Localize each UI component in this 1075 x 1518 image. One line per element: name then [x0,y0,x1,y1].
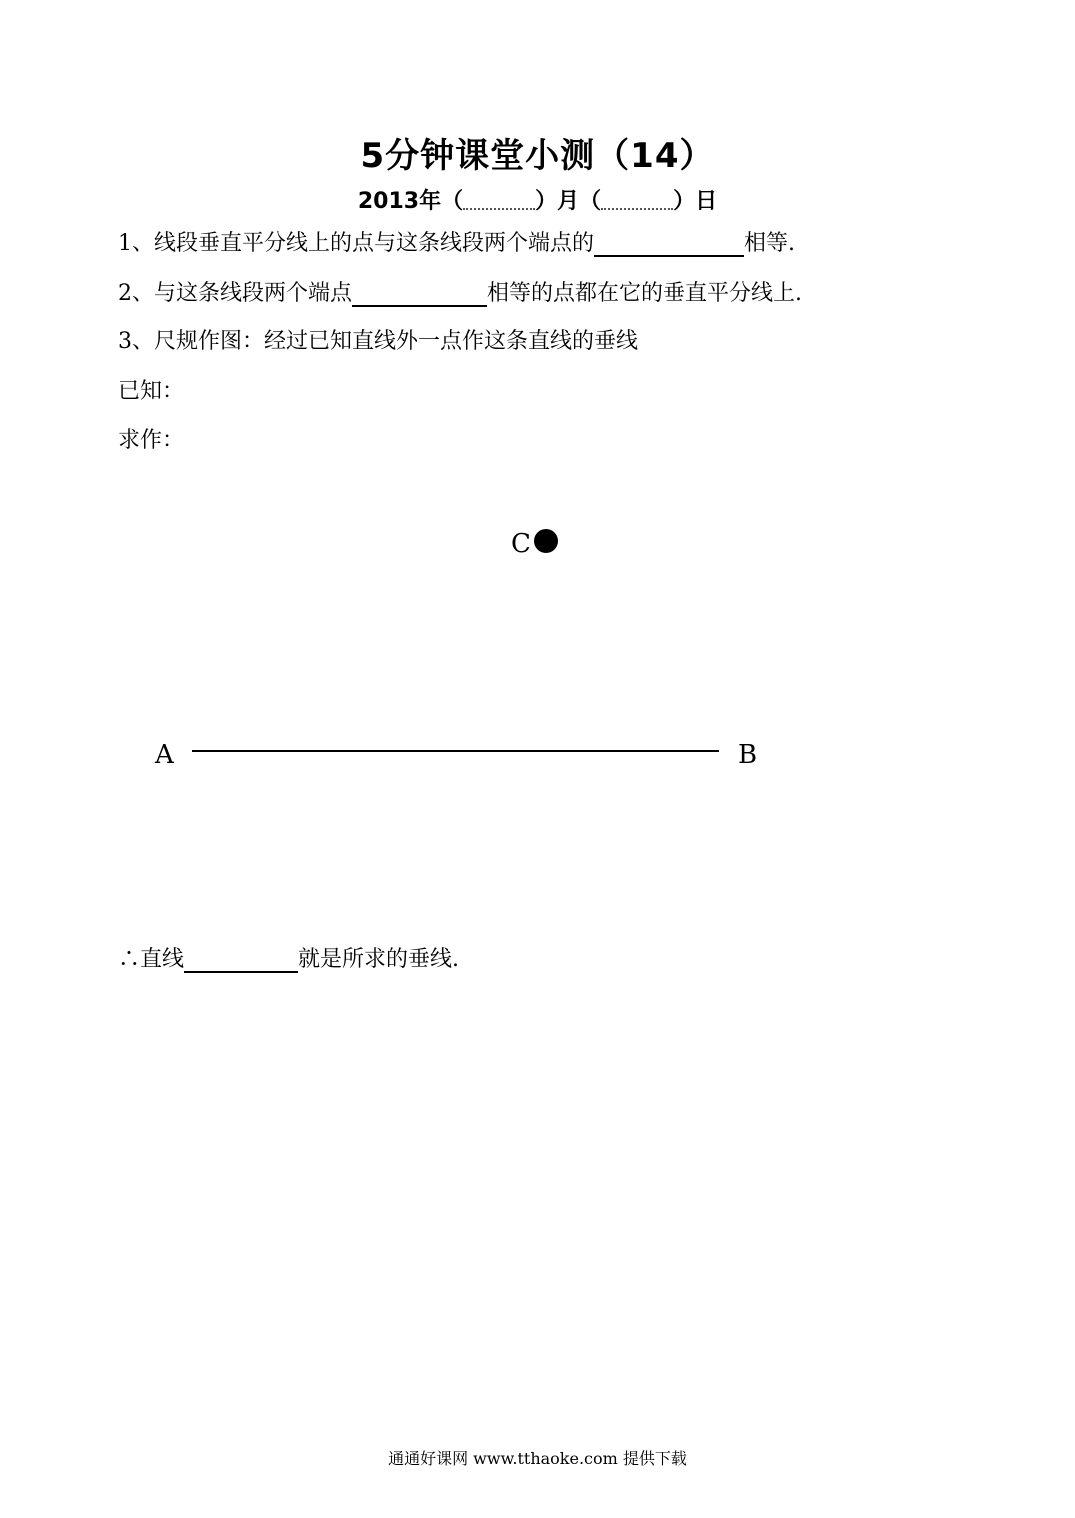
question-3: 3、尺规作图：经过已知直线外一点作这条直线的垂线 [118,329,638,354]
question-2-text: 2、与这条线段两个端点 [118,281,352,306]
conclusion-suffix: 就是所求的垂线. [298,947,460,972]
required-label: 求作： [118,428,185,453]
known-label: 已知： [118,379,185,404]
date-month: ）月（ [535,189,602,214]
point-a-label: A [155,740,174,770]
question-1-tail: 相等. [744,231,795,256]
question-2-tail: 相等的点都在它的垂直平分线上. [487,281,802,306]
conclusion [118,942,459,973]
point-b-label: B [738,740,758,770]
point-c-label: C [511,529,531,559]
point-c-dot [534,529,558,553]
conclusion-blank[interactable] [184,949,298,973]
footer-text: 通通好课网 www.tthaoke.com 提供下载 [388,1449,687,1468]
date-year: 2013年（ [357,189,464,214]
conclusion-prefix: ∴直线 [118,947,185,972]
question-1-text: 1、线段垂直平分线上的点与这条线段两个端点的 [118,231,594,256]
date-day: ）日 [673,189,718,214]
page-title: 5分钟课堂小测（14） [360,136,715,176]
